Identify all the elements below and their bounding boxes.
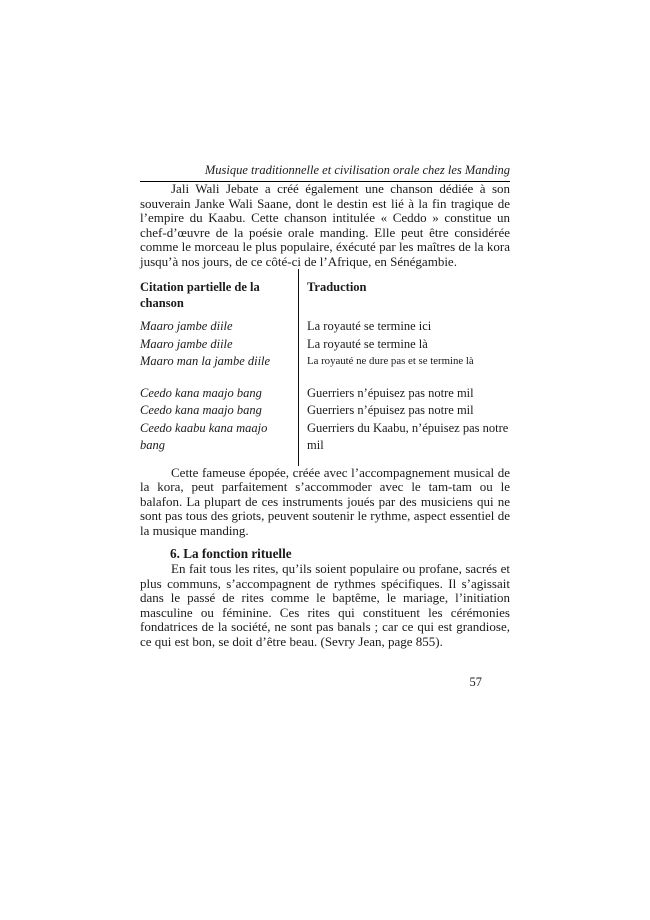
table-cell-translation: Guerriers n’épuisez pas notre mil xyxy=(298,385,510,403)
page-content xyxy=(140,163,510,690)
table-gap xyxy=(140,455,298,466)
paragraph-rites: En fait tous les rites, qu’ils soient populaire ou profane, sacrés et plus communs, s’accompagnent de rythmes spécifiques. Il s’agissait dans le passé de rites comme le baptême, le mariage, l’initiation masculine ou féminine. Ces rites qui constituent les cérémonies fondatrices de la société, ne sont pas banals ; car ce qui est grandiose, ce qui est bon, se doit d’être beau. (Sevry Jean, page 855). xyxy=(140,561,510,649)
table-cell-source: Ceedo kana maajo bang xyxy=(140,403,262,417)
table-cell-source: Maaro jambe diile xyxy=(140,336,233,351)
table-gap xyxy=(140,371,298,385)
paragraph-epopee: Cette fameuse épopée, créée avec l’accompagnement musical de la kora, peut parfaitement s’accommoder avec le tam-tam ou le balafon. La plupart de ces instruments joués par des musiciens qui ne sont pas tous des griots, peuvent soutenir le rythme, aspect essentiel de la musique manding. xyxy=(140,464,510,538)
table-cell-source: Ceedo kana maajo bang xyxy=(140,385,262,400)
table-cell-source: Maaro man la jambe diile xyxy=(140,354,271,368)
table-cell-translation: La royauté se termine ici xyxy=(298,318,510,336)
table-cell-source: Maaro jambe diile xyxy=(140,319,233,333)
table-cell-translation: La royauté se termine là xyxy=(298,336,510,354)
table-cell-translation: Guerriers n’épuisez pas notre mil xyxy=(298,402,510,420)
table-header-citation: Citation partielle de la chanson xyxy=(140,280,260,310)
table-gap xyxy=(298,371,510,385)
paragraph-jali-wali: Jali Wali Jebate a créé également une chanson dédiée à son souverain Janke Wali Saane, dont le destin est lié à la fin tragique de l’empire du Kaabu. Cette chanson intitulée « Ceddo » constitue un chef-d’œuvre de la poésie orale manding. Elle peut être considérée comme le morceau le plus populaire, éxécuté par les maîtres de la kora jusqu’à nos jours, de ce côté-ci de l’Afrique, en Sénégambie. xyxy=(140,181,510,269)
table-cell-source: Ceedo kaabu kana maajo bang xyxy=(140,420,268,452)
section-heading-fonction-rituelle: 6. La fonction rituelle xyxy=(170,546,292,561)
table-cell-translation: La royauté ne dure pas et se termine là xyxy=(298,353,510,371)
running-header: Musique traditionnelle et civilisation orale chez les Manding xyxy=(140,163,510,182)
table-gap xyxy=(298,455,510,466)
translation-table xyxy=(140,269,510,466)
table-header-traduction: Traduction xyxy=(298,269,510,314)
page-number: 57 xyxy=(469,675,482,689)
table-cell-translation: Guerriers du Kaabu, n’épuisez pas notre mil xyxy=(298,420,510,455)
